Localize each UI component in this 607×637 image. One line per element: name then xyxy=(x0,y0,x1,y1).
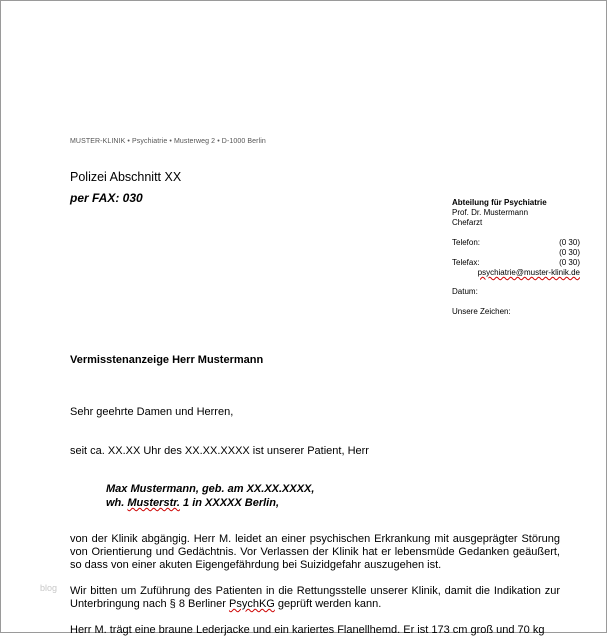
phone-value: (0 30) xyxy=(559,238,580,247)
doctor-role: Chefarzt xyxy=(452,218,483,227)
paragraph-request: Wir bitten um Zuführung des Patienten in die Rettungsstelle unserer Klinik, damit die Indikation zur Unterbringung nach § 8 Berliner PsychKG geprüft werden kann. xyxy=(70,585,560,610)
doctor-name: Prof. Dr. Mustermann xyxy=(452,208,529,217)
date-label: Datum: xyxy=(452,287,478,296)
fax-line: per FAX: 030 xyxy=(70,191,143,205)
patient-name-line: Max Mustermann, geb. am XX.XX.XXXX, xyxy=(106,483,315,495)
telefax-label: Telefax: xyxy=(452,258,480,267)
department-name: Abteilung für Psychiatrie xyxy=(452,198,547,207)
reference-label: Unsere Zeichen: xyxy=(452,307,511,316)
sender-address-line: MUSTER-KLINIK • Psychiatrie • Musterweg 2 • D-1000 Berlin xyxy=(70,138,266,145)
phone-label: Telefon: xyxy=(452,238,481,247)
salutation: Sehr geehrte Damen und Herren, xyxy=(70,406,234,418)
paragraph-description: Herr M. trägt eine braune Lederjacke und ein kariertes Flanellhemd. Er ist 173 cm groß und 70 kg xyxy=(70,624,545,636)
phone-row xyxy=(452,238,580,248)
phone-row-2 xyxy=(452,248,580,258)
phone-value-2: (0 30) xyxy=(559,248,580,257)
paragraph-intro: seit ca. XX.XX Uhr des XX.XX.XXXX ist unserer Patient, Herr xyxy=(70,445,369,457)
email-link[interactable]: psychiatrie@muster-klinik.de xyxy=(477,268,580,277)
letter-subject: Vermisstenanzeige Herr Mustermann xyxy=(70,354,264,366)
paragraph-condition: von der Klinik abgängig. Herr M. leidet an einer psychischen Erkrankung mit ausgeprägter Störung von Orientierung und Gedächtnis. Vor Verlassen der Klinik hat er lebensmüde Gedanken geäußert, so dass von einer akuten Eigengefährdung bei Suizidgefahr auszugehen ist. xyxy=(70,533,560,571)
sender-info-block xyxy=(452,198,580,317)
recipient-name: Polizei Abschnitt XX xyxy=(70,170,182,184)
law-abbreviation: PsychKG xyxy=(228,598,275,610)
patient-address-line: wh. Musterstr. 1 in XXXXX Berlin, xyxy=(106,497,280,509)
telefax-value: (0 30) xyxy=(559,258,580,267)
patient-details xyxy=(106,482,314,510)
fax-row xyxy=(452,258,580,268)
watermark-text: blog xyxy=(40,583,58,593)
street-name: Musterstr. xyxy=(127,497,180,509)
